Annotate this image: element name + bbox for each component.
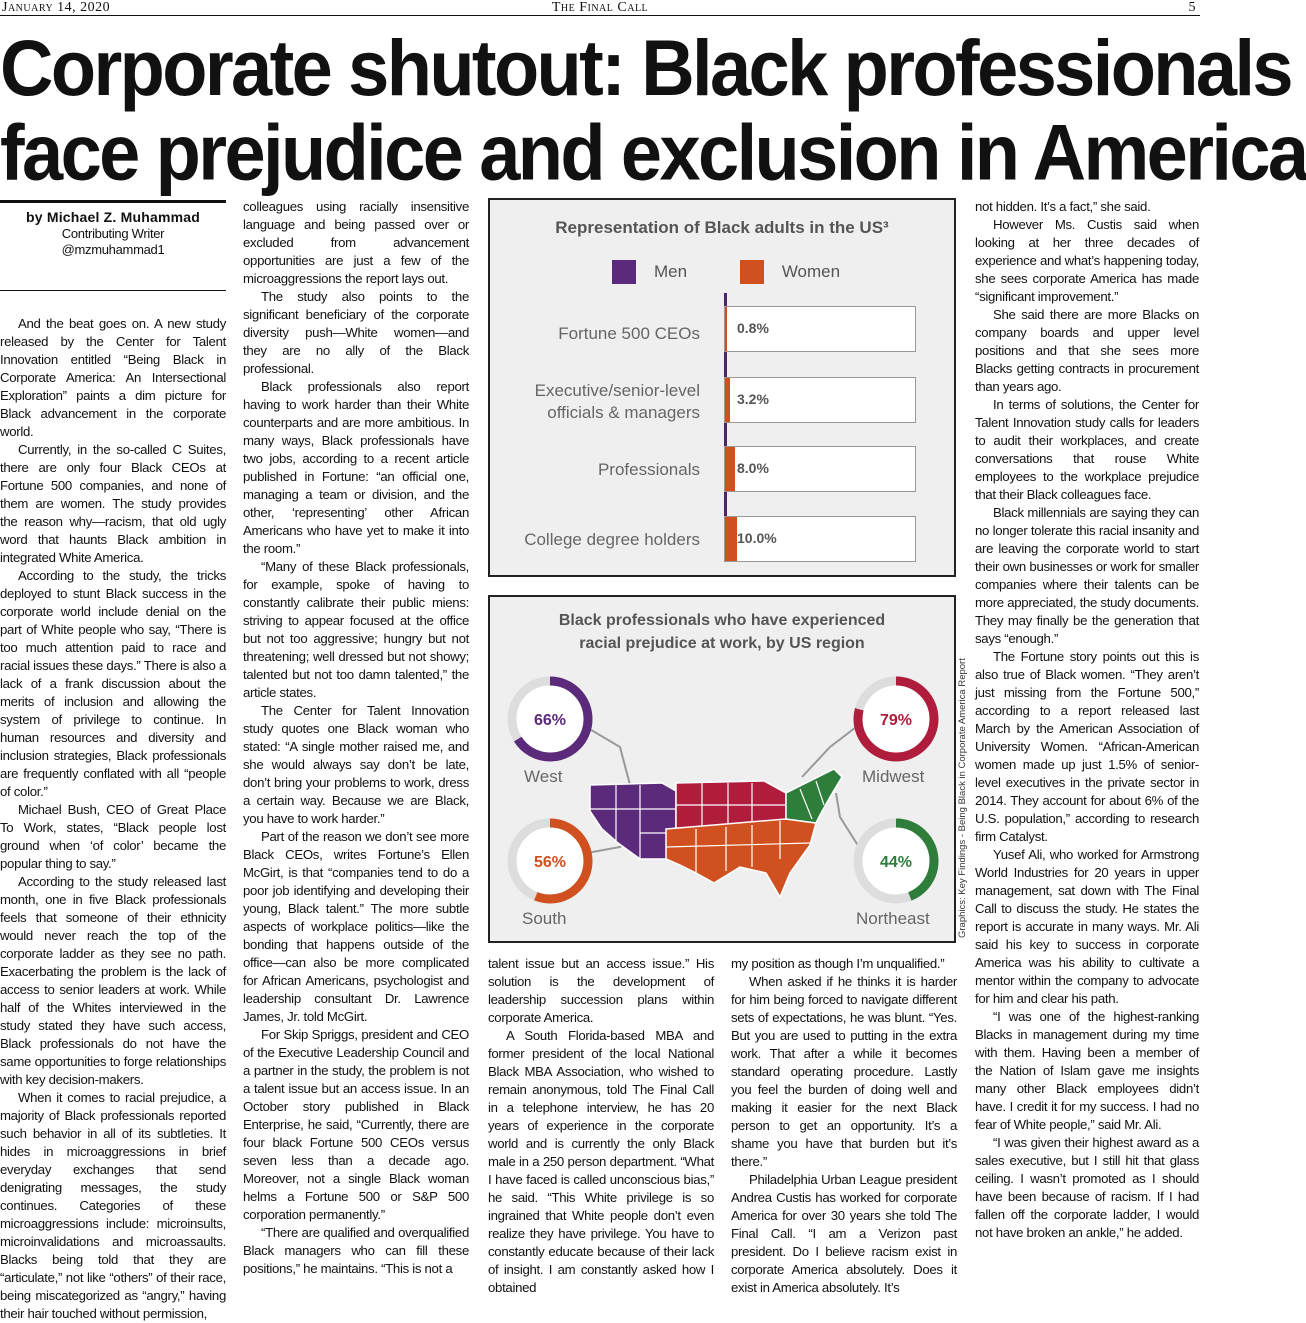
bar-fill xyxy=(725,378,730,422)
paragraph: Michael Bush, CEO of Great Place To Work, states, “Black people lost ground when ‘of color’ became the popular thing to say.” xyxy=(0,802,226,871)
paragraph: “I was one of the highest-ranking Blacks in management during my time with them. Having been a member of the Nation of Islam gave me insights many other Black employees didn’t have. I credit it for my success. I had no fear of White people,” said Mr. Ali. xyxy=(975,1009,1199,1132)
headline-line-2: face prejudice and exclusion in America xyxy=(0,108,1306,197)
article-column-1 xyxy=(0,198,226,1323)
running-head xyxy=(0,0,1200,16)
paragraph: not hidden. It’s a fact,” she said. xyxy=(975,199,1151,214)
issue-date: January 14, 2020 xyxy=(2,0,111,15)
paragraph: Philadelphia Urban League president Andrea Custis has worked for corporate America for over 30 years she told The Final Call. “I am a Verizon past president. Do I believe racism exist in corporate America absolutely. Does it exist in America absolutely. It’s xyxy=(731,1172,957,1295)
bar-label: Professionals xyxy=(597,460,700,479)
paragraph: talent issue but an access issue.” His solution is the development of leadership succession plans within corporate America. xyxy=(488,956,714,1025)
bar xyxy=(724,306,916,352)
donut-value-northeast: 44% xyxy=(879,854,913,871)
bar-label: College degree holders xyxy=(524,530,700,549)
paragraph: The study also points to the significant beneficiary of the corporate diversity push—White women—and they are no ally of the Black professional. xyxy=(243,289,469,376)
legend-swatch-women xyxy=(740,260,764,284)
article-column-5 xyxy=(975,198,1199,1242)
regional-prejudice-graphic xyxy=(488,595,956,943)
paragraph: When it comes to racial prejudice, a majority of Black professionals reported such behavior in all of its subtleties. It hides in microaggressions in brief everyday exchanges that send denigrating messages, the study continues. Categories of these microaggressions include: microinsults, microinvalidations and microassaults. Blacks being told that they are “articulate,” not like “others” of their race, being miscategorized as “angry,” having their hair touched without permission, xyxy=(0,1090,226,1321)
paragraph: When asked if he thinks it is harder for him being forced to navigate different sets of expectations, he was blunt. “Yes. But you are used to putting in the extra work. That after a while it becomes standard operating procedure. Lastly you feel the burden of doing well and making it easier for the next Black person to get an opportunity. It’s a shame you have that burden but it’s there.” xyxy=(731,974,957,1169)
paragraph: For Skip Spriggs, president and CEO of the Executive Leadership Council and a partner in the study, the problem is not a talent issue but an access issue. In an October story published in Black Enterprise, he said, “Currently, there are four black Fortune 500 CEOs versus seven less than a decade ago. Moreover, not a single Black woman helms a Fortune 500 or S&P 500 corporation permanently.” xyxy=(243,1027,469,1222)
paragraph: “Many of these Black professionals, for example, spoke of having to constantly calibrate their public miens: striving to appear focused at the office but not too aggressive; hungry but not threatening; well dressed but not showy; talented but not too damn talented,” the article states. xyxy=(243,559,469,700)
region-label-west: West xyxy=(524,767,563,786)
region-label-midwest: Midwest xyxy=(862,767,925,786)
region-label-south: South xyxy=(522,909,567,928)
paragraph: Currently, in the so-called C Suites, there are only four Black CEOs at Fortune 500 companies, and none of them are women. The study provides the reason why—racism, that old ugly word that haunts Black ambition in integrated White America. xyxy=(0,442,226,565)
graphics-credit: Graphics: Key Findings - Being Black in Corporate America Report xyxy=(957,658,968,938)
bar-value: 3.2% xyxy=(737,391,769,407)
bar-fill xyxy=(725,447,735,491)
donut-value-midwest: 79% xyxy=(879,712,913,729)
byline-author: by Michael Z. Muhammad xyxy=(26,209,200,225)
representation-graphic xyxy=(488,198,956,577)
paragraph: The Fortune story points out this is also true of Black women. “They aren’t just missing from the Fortune 500,” according to a report released last March by the American Association of University Women. “African-American women made up just 1.5% of senior-level executives in the private sector in 2014. They account for about 6% of the U.S. population,” according to research firm Catalyst. xyxy=(975,649,1199,844)
bar-value: 0.8% xyxy=(737,320,769,336)
bar-value: 10.0% xyxy=(737,530,777,546)
graphic-title-line-1: Black professionals who have experienced xyxy=(558,612,886,629)
article-column-2 xyxy=(243,198,469,1278)
paragraph: The Center for Talent Innovation study quotes one Black woman who stated: “A single mother raised me, and she would always say don’t be late, don’t bring your problems to work, dress a certain way. Because we are Black, you have to work harder.” xyxy=(243,703,469,826)
paragraph: my position as though I’m unqualified.” xyxy=(731,956,945,971)
bar-label: Fortune 500 CEOs xyxy=(558,324,700,343)
map-region-south xyxy=(666,819,816,897)
paragraph: “I was given their highest award as a sales executive, but I still hit that glass ceiling. I wasn’t promoted as I should have been because of racism. If I had fallen off the corporate ladder, I would not have broken an ankle,” he added. xyxy=(975,1135,1199,1240)
map-region-west xyxy=(590,783,676,859)
paragraph: colleagues using racially insensitive language and being passed over or excluded from advancement opportunities are just a few of the microaggressions the report lays out. xyxy=(243,199,469,286)
paragraph: Part of the reason we don’t see more Black CEOs, writes Fortune’s Ellen McGirt, is that “companies tend to do a poor job identifying and developing their young, Black talent.” The more subtle aspects of workplace politics—like the bonding that happens outside of the office—can also be more complicated for African Americans, psychologist and leadership consultant Dr. Lawrence James, Jr. told McGirt. xyxy=(243,829,469,1024)
bar xyxy=(724,516,916,562)
map-region-northeast xyxy=(786,769,842,823)
byline-role: Contributing Writer xyxy=(61,226,165,241)
article-column-4 xyxy=(731,955,957,1297)
paragraph: Yusef Ali, who worked for Armstrong World Industries for 20 years in upper management, sat down with The Final Call to discuss the study. He states the report is accurate in many ways. Mr. Ali said his key to success in corporate America was his ability to cultivate a mentor within the company to advocate for him and clear his path. xyxy=(975,847,1199,1006)
paragraph: Black millennials are saying they can no longer tolerate this racial insanity and are leaving the corporate world to start their own businesses or work for smaller companies where their talents can be more appreciated, the study documents. They may finally be the generation that says “enough.” xyxy=(975,505,1199,646)
headline-line-1: Corporate shutout: Black professionals xyxy=(0,23,1291,112)
bar-value: 8.0% xyxy=(737,460,769,476)
bar-label: Executive/senior-level officials & managers xyxy=(534,381,700,422)
bar-fill xyxy=(725,517,737,561)
paragraph: In terms of solutions, the Center for Talent Innovation study calls for leaders to audit their workplaces, and create conversations that rouse White employees to the workplace prejudice that their Black colleagues face. xyxy=(975,397,1199,502)
bar-fill xyxy=(725,307,727,351)
graphic-title: Representation of Black adults in the US³ xyxy=(555,218,889,237)
donut-value-west: 66% xyxy=(533,712,567,729)
paragraph: According to the study released last month, one in five Black professionals feels that someone of their ethnicity would never reach the top of the corporate ladder as they see no path. Exacerbating the problem is the lack of access to senior leaders at work. While half of the Whites interviewed in the study stated they have such access, Black professionals do not have the same opportunities to forge relationships with key decision-makers. xyxy=(0,874,226,1087)
byline xyxy=(0,200,226,291)
byline-handle: @mzmuhammad1 xyxy=(61,242,165,257)
page-number: 5 xyxy=(1188,0,1196,15)
headline xyxy=(0,23,1306,197)
paper-name: The Final Call xyxy=(551,0,649,15)
paragraph: Black professionals also report having to work harder than their White counterparts and are more ambitious. In many ways, Black professionals have two jobs, according to a recent article published in Fortune: “an official one, managing a team or division, and the other, ‘representing’ other African Americans who have yet to make it into the room.” xyxy=(243,379,469,556)
graphic-title-line-2: racial prejudice at work, by US region xyxy=(579,635,865,652)
graphic-legend xyxy=(612,260,840,284)
region-label-northeast: Northeast xyxy=(856,909,930,928)
bar xyxy=(724,446,916,492)
paragraph: However Ms. Custis said when looking at her three decades of experience and what’s happening today, she sees corporate America has made “significant improvement.” xyxy=(975,217,1199,304)
paragraph: A South Florida-based MBA and former president of the local National Black MBA Association, who wished to remain anonymous, told The Final Call in a telephone interview, he has 20 years of experience in the corporate world and is currently the only Black male in a 250 person department. “What I have faced is called unconscious bias,” he said. “This White privilege is so ingrained that White people don’t even realize they have privilege. You have to constantly educate because of their lack of insight. I am constantly asked how I obtained xyxy=(488,1028,714,1295)
paragraph: “There are qualified and overqualified Black managers who can fill these positions,” he maintains. “This is not a xyxy=(243,1225,469,1276)
bar xyxy=(724,377,916,423)
legend-label-women: Women xyxy=(781,262,841,281)
legend-swatch-men xyxy=(612,260,636,284)
donut-value-south: 56% xyxy=(533,854,567,871)
legend-label-men: Men xyxy=(654,262,688,281)
paragraph: And the beat goes on. A new study released by the Center for Talent Innovation entitled “Being Black in Corporate America: An Intersectional Exploration” paints a dim picture for Black advancement in the corporate world. xyxy=(0,316,226,439)
paragraph: She said there are more Blacks on company boards and upper level positions and that she sees more Blacks getting contracts in procurement than years ago. xyxy=(975,307,1199,394)
article-column-3 xyxy=(488,955,714,1297)
paragraph: According to the study, the tricks deployed to stunt Black success in the corporate world include denial on the part of White people who say, “There is too much attention paid to race and racial issues these days.” There is also a lack of a frank discussion about the merits of inclusion and allowing the system of privilege to continue. In human resources and diversity and inclusion strategies, Black professionals are frequently conflated with all “people of color.” xyxy=(0,568,226,799)
